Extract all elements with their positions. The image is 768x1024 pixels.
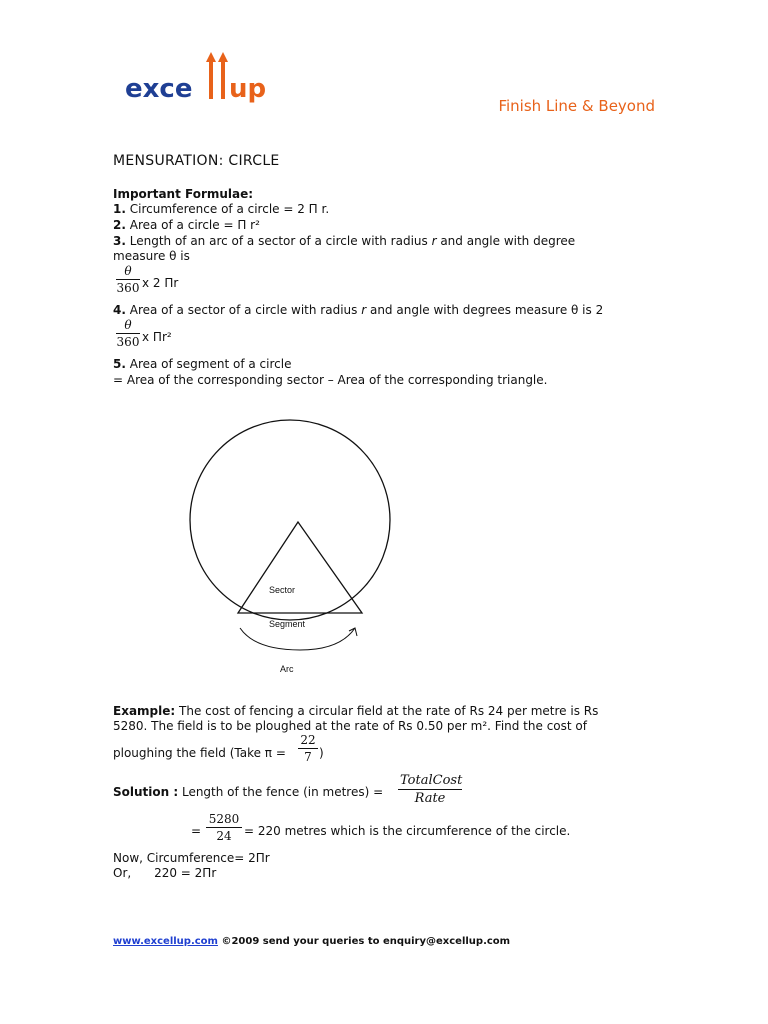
fraction-bar <box>206 827 242 828</box>
formula-4-text-b: and angle with degrees measure θ is 2 <box>366 303 604 317</box>
tagline: Finish Line & Beyond <box>498 97 655 115</box>
formula-4-text-a: Area of a sector of a circle with radius <box>125 303 362 317</box>
fraction-bar <box>116 333 140 334</box>
formula-1-text: Circumference of a circle = 2 Π r. <box>125 202 330 216</box>
label-sector: Sector <box>269 585 296 595</box>
formula-3-r: r <box>431 234 437 248</box>
formula-3-tail: x 2 Πr <box>142 276 179 290</box>
solution-line-4: Or, 220 = 2Πr <box>113 866 217 880</box>
fraction-bar <box>298 748 318 749</box>
formulae-heading: Important Formulae: <box>113 187 254 201</box>
formula-2 <box>113 218 260 232</box>
solution-fraction-den: 24 <box>216 829 232 843</box>
double-arrow-icon <box>202 48 232 102</box>
formula-4 <box>113 303 603 317</box>
label-arc: Arc <box>280 664 294 674</box>
logo-text-right: up <box>229 74 267 104</box>
cost-rate-fraction <box>398 773 462 806</box>
formula-4-fraction-num: θ <box>124 318 132 332</box>
example-text-c: ploughing the field (Take π = <box>113 746 286 760</box>
formula-3-number: 3. <box>113 234 126 248</box>
label-segment: Segment <box>269 619 306 629</box>
example-text-d: ) <box>319 746 324 760</box>
formula-4-fraction <box>116 318 140 349</box>
excellup-logo <box>121 44 281 114</box>
solution-text-a: Length of the fence (in metres) = <box>178 785 384 799</box>
arc-brace <box>240 628 355 650</box>
example-label: Example: <box>113 704 176 718</box>
formula-5-number: 5. <box>113 357 126 371</box>
logo-text-left: exce <box>125 74 193 104</box>
solution-fraction-num: 5280 <box>208 812 240 826</box>
formula-5 <box>113 357 291 371</box>
solution-eq: = <box>191 824 202 838</box>
formula-1-number: 1. <box>113 202 126 216</box>
footer <box>113 936 510 947</box>
pi-fraction-num: 22 <box>300 733 316 747</box>
formula-2-number: 2. <box>113 218 126 232</box>
formula-3-text-a: Length of an arc of a sector of a circle with radius <box>125 234 432 248</box>
cost-rate-fraction-num: TotalCost <box>400 773 463 788</box>
formula-1 <box>113 202 329 216</box>
circle-segment-diagram <box>180 410 400 680</box>
page-title: MENSURATION: CIRCLE <box>113 153 280 169</box>
fraction-bar <box>116 279 140 280</box>
example-text-a: The cost of fencing a circular field at the rate of Rs 24 per metre is Rs <box>175 704 599 718</box>
example-line-1 <box>113 704 598 718</box>
formula-4-tail: x Πr² <box>142 330 172 344</box>
formula-3-fraction-den: 360 <box>116 281 140 295</box>
solution-fraction <box>206 812 242 843</box>
formula-3-cont: measure θ is <box>113 249 190 263</box>
solution-text-b: = 220 metres which is the circumference of the circle. <box>244 824 571 838</box>
arc-arrowhead <box>349 628 357 636</box>
formula-5-cont: = Area of the corresponding sector – Area of the corresponding triangle. <box>113 373 548 387</box>
formula-4-number: 4. <box>113 303 126 317</box>
formula-3-fraction <box>116 264 140 295</box>
footer-link[interactable]: www.excellup.com <box>113 936 218 947</box>
formula-3 <box>113 234 575 248</box>
example-line-3 <box>113 746 286 760</box>
footer-text: ©2009 send your queries to enquiry@excellup.com <box>217 936 511 947</box>
formula-3-fraction-num: θ <box>124 264 132 278</box>
solution-label: Solution : <box>113 785 179 799</box>
formula-5-text: Area of segment of a circle <box>125 357 292 371</box>
cost-rate-fraction-den: Rate <box>414 791 446 806</box>
fraction-bar <box>398 789 462 790</box>
pi-fraction-den: 7 <box>304 750 312 764</box>
formula-4-fraction-den: 360 <box>116 335 140 349</box>
triangle-outline <box>238 522 362 613</box>
formula-3-text-b: and angle with degree <box>436 234 576 248</box>
formula-4-r: r <box>361 303 367 317</box>
example-line-2: 5280. The field is to be ploughed at the rate of Rs 0.50 per m². Find the cost of <box>113 719 587 733</box>
solution-line-3: Now, Circumference= 2Πr <box>113 851 270 865</box>
solution-line-1 <box>113 785 383 799</box>
formula-2-text: Area of a circle = Π r² <box>125 218 260 232</box>
pi-fraction <box>298 733 318 764</box>
